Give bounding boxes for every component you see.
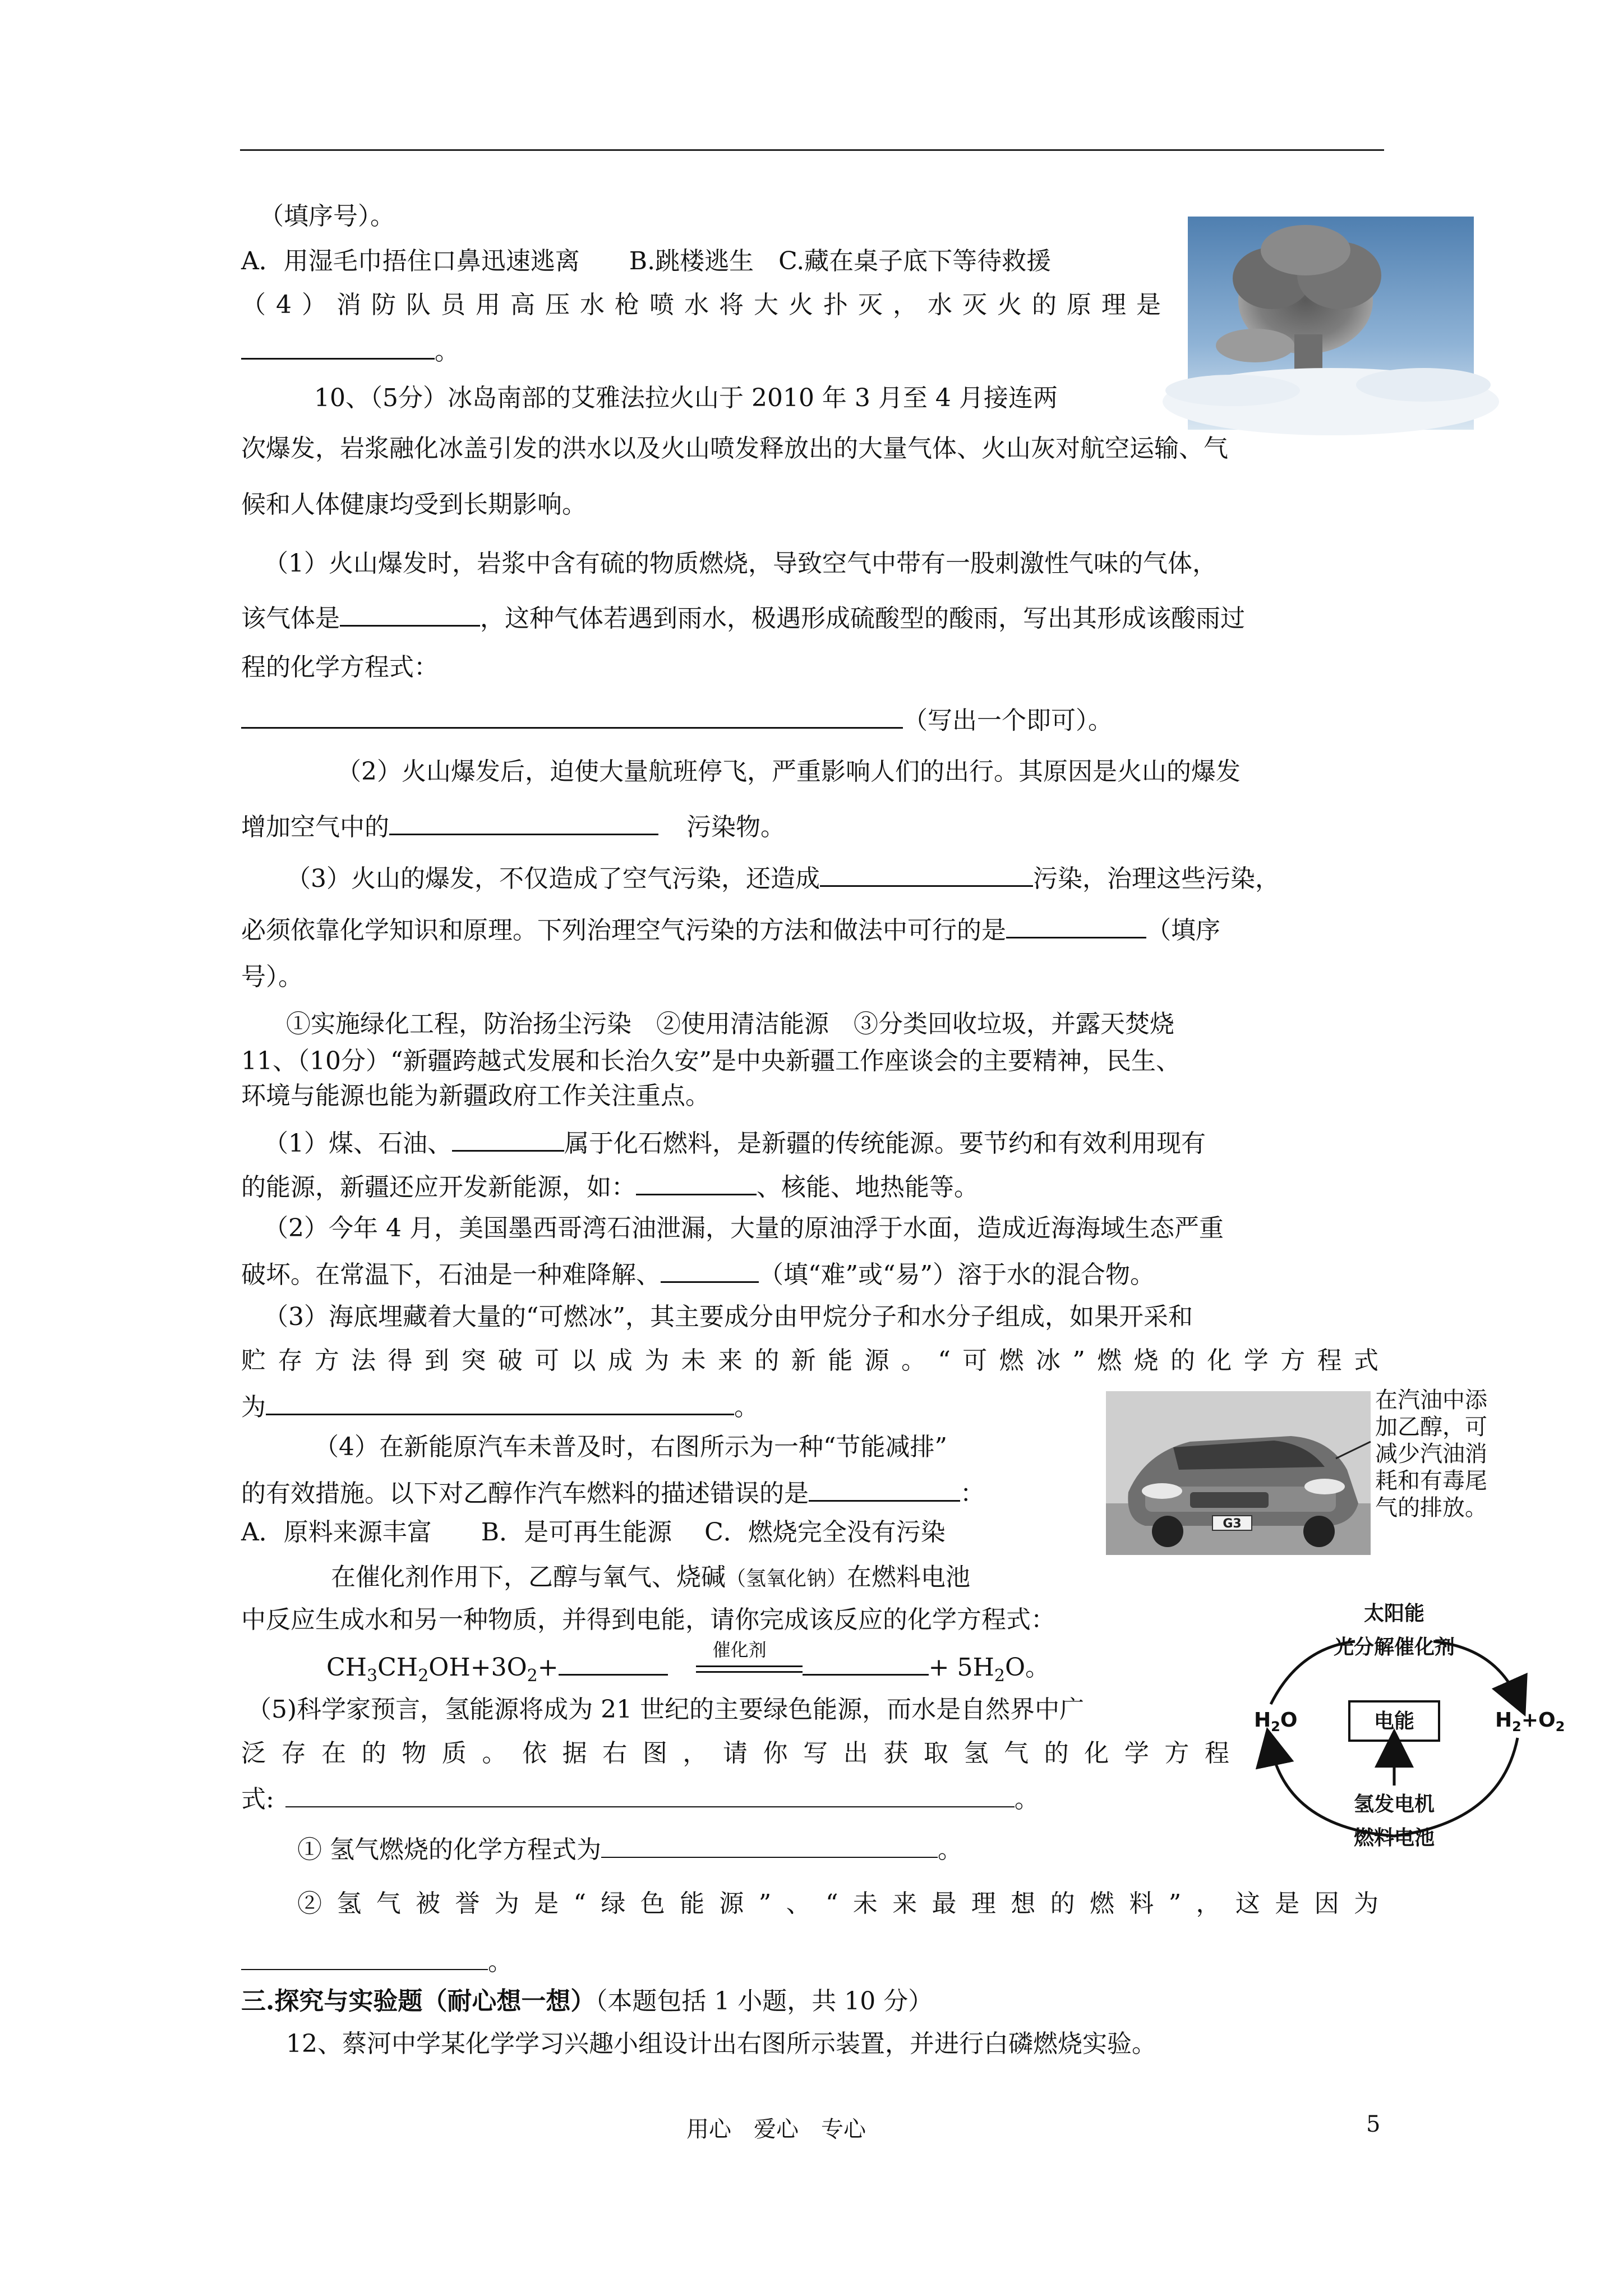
diagram-catalyst-label: 光分解催化剂 [1333,1636,1455,1659]
q10-p1-a: （1）火山爆发时，岩浆中含有硫的物质燃烧，导致空气中带有一股刺激性气味的气体， [264,549,1217,578]
q11-p3-a: （3）海底埋藏着大量的“可燃冰”，其主要成分由甲烷分子和水分子组成，如果开采和 [264,1303,1193,1331]
diagram-electricity-label: 电能 [1373,1710,1415,1733]
q9-options: A．用湿毛巾捂住口鼻迅速逃离 B.跳楼逃生 C.藏在桌子底下等待救援 [241,247,1052,275]
q11-p2-b: 破坏。在常温下，石油是一种难降解、 （填“难”或“易”）溶于水的混合物。 [241,1255,1155,1292]
q11-intro-2: 环境与能源也能为新疆政府工作关注重点。 [241,1082,710,1110]
q10-p3-a: （3）火山的爆发，不仅造成了空气污染，还造成 污染，治理这些污染， [286,859,1280,896]
answer-blank[interactable] [803,1648,929,1676]
answer-blank[interactable] [809,1474,960,1502]
car-photo [1106,1391,1371,1555]
answer-blank[interactable] [601,1831,938,1858]
answer-blank[interactable] [389,808,658,835]
q12-text: 12、蔡河中学某化学学习兴趣小组设计出右图所示装置，并进行白磷燃烧实验。 [286,2030,1156,2058]
answer-blank[interactable] [285,1780,1015,1807]
q10-intro-3: 候和人体健康均受到长期影响。 [241,490,587,519]
q11-p5-item2: ②氢气被誉为是“绿色能源”、“未来最理想的燃料”，这是因为 [297,1889,1378,1918]
q11-p3-c: 为 。 [241,1388,759,1424]
q10-p3-options: ①实施绿化工程，防治扬尘污染 ②使用清洁能源 ③分类回收垃圾，并露天焚烧 [286,1010,1174,1038]
ethanol-equation: $CH_3CH_2OH+3O_2+$ 催化剂 + $5H_2O$。 [326,1639,1050,1686]
q11-p4-options: A．原料来源丰富 B．是可再生能源 C．燃烧完全没有污染 [241,1518,946,1547]
q11-p4-c: 在催化剂作用下，乙醇与氧气、烧碱（氢氧化钠）在燃料电池 [331,1563,971,1591]
diagram-sunlight-label: 太阳能 [1363,1602,1425,1625]
q10-p1-d: （写出一个即可）。 [241,701,1113,738]
q9-fill-order: （填序号）。 [259,202,395,231]
answer-blank[interactable] [661,1255,759,1283]
q11-p5-a: （5)科学家预言，氢能源将成为 21 世纪的主要绿色能源，而水是自然界中广 [247,1695,1085,1724]
header-rule [240,149,1384,151]
q11-p5-item1: ① 氢气燃烧的化学方程式为 。 [297,1831,962,1867]
q11-p4-a: （4）在新能原汽车未普及时，右图所示为一种“节能减排” [314,1433,947,1461]
q11-p1-a: （1）煤、石油、 属于化石燃料，是新疆的传统能源。要节约和有效利用现有 [264,1124,1206,1161]
diagram-water-label: $H_2O$ [1254,1709,1298,1734]
q11-p3-b: 贮存方法得到突破可以成为未来的新能源。“可燃冰”燃烧的化学方程式 [241,1346,1378,1375]
q9-q4-answer-line: 。 [241,332,459,369]
answer-blank[interactable] [241,1943,488,1970]
volcano-photo [1188,217,1474,430]
q11-p2-a: （2）今年 4 月，美国墨西哥湾石油泄漏，大量的原油浮于水面，造成近海海域生态严重 [264,1214,1224,1243]
answer-blank[interactable] [559,1648,668,1676]
answer-blank[interactable] [241,332,435,360]
q11-intro-1: 11、（10分）“新疆跨越式发展和长治久安”是中央新疆工作座谈会的主要精神，民生、 [241,1047,1181,1075]
q10-p1-b: 该气体是 ，这种气体若遇到雨水，极遇形成硫酸型的酸雨，写出其形成该酸雨过 [241,599,1245,636]
q10-p2-a: （2）火山爆发后，迫使大量航班停飞，严重影响人们的出行。其原因是火山的爆发 [336,757,1241,786]
footer-motto: 用心 爱心 专心 [686,2116,866,2142]
q10-p2-b: 增加空气中的 污染物。 [241,808,785,844]
car-caption: 在汽油中添 加乙醇，可 减少汽油消 耗和有毒尾 气的排放。 [1375,1387,1487,1521]
q10-intro-1: 10、（5分）冰岛南部的艾雅法拉火山于 2010 年 3 月至 4 月接连两 [314,384,1058,412]
hydrogen-cycle-diagram [1232,1598,1565,1861]
diagram-generator-label: 氢发电机 [1353,1793,1435,1816]
q9-q4: （4）消防队员用高压水枪喷水将大火扑灭，水灭火的原理是 [241,291,1161,319]
answer-blank[interactable] [452,1124,564,1152]
car-badge: G3 [1223,1517,1242,1531]
q11-p1-b: 的能源，新疆还应开发新能源，如： 、核能、地热能等。 [241,1168,979,1204]
q10-p3-b: 必须依靠化学知识和原理。下列治理空气污染的方法和做法中可行的是 （填序 [241,911,1220,947]
q11-p5-item2-answer: 。 [241,1943,513,1979]
diagram-products-label: $H_2+O_2$ [1495,1709,1565,1734]
q10-intro-2: 次爆发，岩浆融化冰盖引发的洪水以及火山喷发释放出的大量气体、火山灰对航空运输、气 [241,434,1228,463]
q10-p1-c: 程的化学方程式： [241,653,439,682]
diagram-fuelcell-label: 燃料电池 [1353,1826,1435,1849]
answer-blank[interactable] [636,1168,757,1195]
page-number: 5 [1366,2111,1381,2137]
q10-p3-c: 号）。 [241,963,303,991]
section3-heading: 三.探究与实验题（耐心想一想）（本题包括 1 小题，共 10 分） [241,1987,933,2016]
answer-blank[interactable] [340,599,480,627]
answer-blank[interactable] [241,701,903,729]
q11-p5-c: 式: 。 [241,1780,1039,1816]
q11-p4-d: 中反应生成水和另一种物质，并得到电能，请你完成该反应的化学方程式： [241,1605,1055,1634]
q11-p5-b: 泛存在的物质。依据右图，请你写出获取氢气的化学方程 [241,1739,1229,1768]
catalyst-arrow: 催化剂 [696,1650,803,1676]
answer-blank[interactable] [820,859,1033,887]
answer-blank[interactable] [1006,911,1146,938]
answer-blank[interactable] [266,1388,734,1415]
q11-p4-b: 的有效措施。以下对乙醇作汽车燃料的描述错误的是 ： [241,1474,985,1511]
